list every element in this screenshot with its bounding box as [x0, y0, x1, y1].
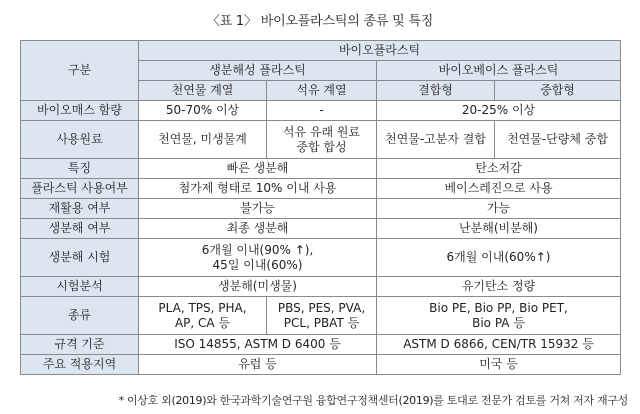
table-row: [21, 219, 621, 239]
table-cell: 빠른 생분해: [139, 159, 377, 179]
table-cell: 유럽 등: [139, 355, 377, 375]
cell-line: 석유 유래 원료: [282, 124, 361, 139]
table-cell: 탄소저감: [377, 159, 621, 179]
table-row: [21, 121, 621, 159]
row-label: 특징: [21, 159, 139, 179]
table-cell: 6개월 이내(60%↑): [377, 239, 621, 277]
row-label: 종류: [21, 297, 139, 335]
cell-line: PBS, PES, PVA,: [277, 300, 366, 315]
table-cell: [139, 297, 267, 335]
table-row: [21, 101, 621, 121]
footnote: * 이상호 외(2019)와 한국과학기술연구원 융합연구정책센터(2019)를 토대로 전문가 검토를 거쳐 저자 재구성: [118, 394, 628, 407]
table-cell: [267, 121, 377, 159]
row-label: 재활용 여부: [21, 199, 139, 219]
header-blended: 중합형: [495, 81, 621, 101]
table-cell: 첨가제 형태로 10% 이내 사용: [139, 179, 377, 199]
header-natural: 천연물 계열: [139, 81, 267, 101]
table-row: [21, 239, 621, 277]
table-row: [21, 297, 621, 335]
table-cell: 천연물-고분자 결합: [377, 121, 495, 159]
table-row: [21, 335, 621, 355]
table-row: [21, 277, 621, 297]
header-biodegradable: 생분해성 플라스틱: [139, 61, 377, 81]
table-cell: [377, 297, 621, 335]
table-cell: 50-70% 이상: [139, 101, 267, 121]
cell-line: Bio PE, Bio PP, Bio PET,: [429, 300, 568, 315]
table-cell: -: [267, 101, 377, 121]
table-cell: 천연물, 미생물계: [139, 121, 267, 159]
table-cell: 불가능: [139, 199, 377, 219]
table-cell: 유기탄소 정량: [377, 277, 621, 297]
bioplastic-table: [20, 40, 621, 375]
cell-line: 6개월 이내(90% ↑),: [201, 242, 314, 257]
table-caption: 〈표 1〉 바이오플라스틱의 종류 및 특징: [206, 14, 434, 29]
table-cell: ISO 14855, ASTM D 6400 등: [139, 335, 377, 355]
header-category: 구분: [21, 41, 139, 101]
cell-line: 45일 이내(60%): [212, 257, 303, 272]
cell-line: Bio PA 등: [472, 315, 525, 330]
table-cell: 20-25% 이상: [377, 101, 621, 121]
table-cell: 생분해(미생물): [139, 277, 377, 297]
table-cell: 미국 등: [377, 355, 621, 375]
table-cell: [139, 239, 377, 277]
header-bioplastic: 바이오플라스틱: [139, 41, 621, 61]
table-cell: ASTM D 6866, CEN/TR 15932 등: [377, 335, 621, 355]
row-label: 생분해 시험: [21, 239, 139, 277]
table-row: [21, 355, 621, 375]
cell-line: PCL, PBAT 등: [283, 315, 360, 330]
row-label: 플라스틱 사용여부: [21, 179, 139, 199]
row-label: 시험분석: [21, 277, 139, 297]
row-label: 생분해 여부: [21, 219, 139, 239]
table-row: [21, 199, 621, 219]
row-label: 바이오매스 함량: [21, 101, 139, 121]
row-label: 규격 기준: [21, 335, 139, 355]
table-cell: 베이스레진으로 사용: [377, 179, 621, 199]
header-bonded: 결합형: [377, 81, 495, 101]
header-biobased: 바이오베이스 플라스틱: [377, 61, 621, 81]
row-label: 주요 적용지역: [21, 355, 139, 375]
cell-line: PLA, TPS, PHA,: [158, 300, 247, 315]
table-cell: [267, 297, 377, 335]
table-cell: 가능: [377, 199, 621, 219]
table-cell: 최종 생분해: [139, 219, 377, 239]
table-cell: 천연물-단량체 중합: [495, 121, 621, 159]
row-label: 사용원료: [21, 121, 139, 159]
table-row: [21, 159, 621, 179]
cell-line: AP, CA 등: [174, 315, 231, 330]
table-row: [21, 179, 621, 199]
header-petroleum: 석유 계열: [267, 81, 377, 101]
cell-line: 중합 합성: [296, 139, 347, 154]
table-cell: 난분해(비분해): [377, 219, 621, 239]
